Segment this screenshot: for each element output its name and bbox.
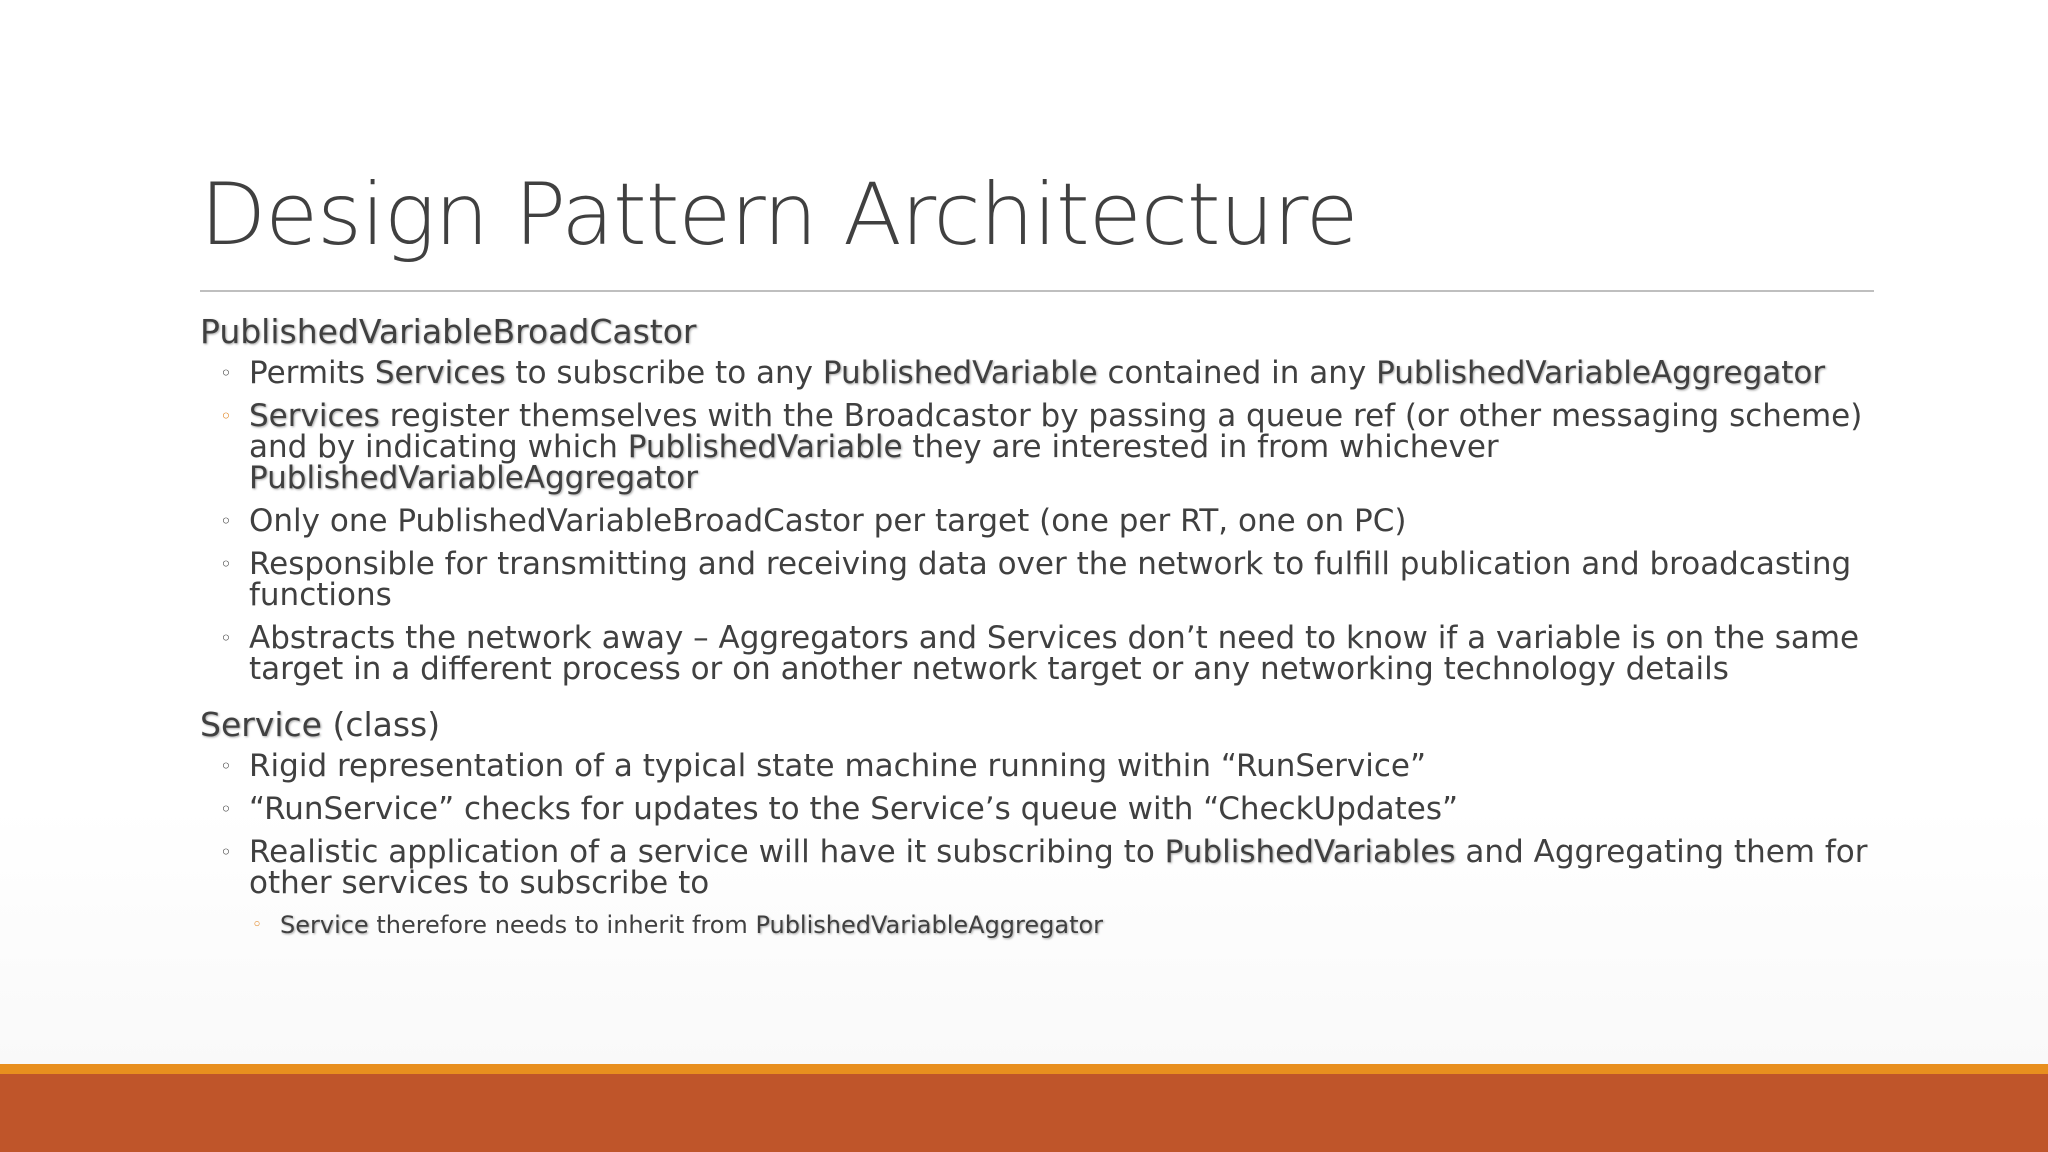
slide-title: Design Pattern Architecture	[200, 165, 1358, 265]
bullet-text: they are interested in from whichever	[902, 429, 1499, 465]
bullet-item	[200, 546, 1880, 613]
bullet-text: Abstracts the network away – Aggregators and Services don’t need to know if a variable is on the same target in a different process or on another network target or any networking technology details	[249, 620, 1860, 687]
section-heading: PublishedVariableBroadCastor	[200, 312, 697, 351]
term-highlight: Services	[374, 355, 506, 391]
bullet-item	[200, 791, 1880, 827]
bullet-marker-icon: ◦	[220, 361, 232, 385]
bullet-item	[200, 503, 1880, 539]
bullet-text: Only one PublishedVariableBroadCastor per target (one per RT, one on PC)	[249, 503, 1407, 539]
bullet-item	[200, 355, 1880, 391]
bullet-marker-icon: ◦	[220, 552, 232, 576]
bullet-marker-icon: ◦	[220, 754, 232, 778]
footer-bar	[0, 1074, 2048, 1152]
bullet-text: register themselves with the Broadcastor by passing a queue ref (or other messaging scheme) and by indicating which	[249, 398, 1863, 465]
term-highlight: Service	[200, 705, 322, 744]
bullet-item	[200, 398, 1880, 496]
sub-bullet-marker-icon: ◦	[252, 915, 263, 935]
term-highlight: PublishedVariableAggregator	[755, 911, 1104, 939]
section-heading	[200, 705, 1880, 745]
term-highlight: PublishedVariable	[627, 429, 903, 465]
bullet-list	[200, 748, 1880, 939]
bullet-item	[200, 620, 1880, 687]
bullet-marker-icon: ◦	[220, 840, 232, 864]
bullet-marker-icon: ◦	[220, 626, 232, 650]
bullet-item	[200, 748, 1880, 784]
term-highlight: Services	[249, 398, 380, 434]
bullet-text: Realistic application of a service will have it subscribing to	[249, 834, 1165, 870]
term-highlight: PublishedVariables	[1164, 834, 1456, 870]
term-highlight: PublishedVariableAggregator	[1376, 355, 1826, 391]
bullet-marker-icon: ◦	[220, 404, 232, 428]
sub-bullet-item	[200, 911, 1880, 939]
heading-suffix: (class)	[321, 705, 441, 744]
bullet-text: therefore needs to inherit from	[368, 911, 756, 939]
footer-accent-stripe	[0, 1064, 2048, 1074]
bullet-text: and Aggregating them for other services to subscribe to	[249, 834, 1868, 901]
bullet-text: contained in any	[1097, 355, 1377, 391]
bullet-item	[200, 834, 1880, 901]
section-broadcastor	[200, 312, 1880, 685]
term-highlight: PublishedVariableAggregator	[249, 460, 699, 496]
bullet-text: to subscribe to any	[505, 355, 823, 391]
bullet-list	[200, 355, 1880, 687]
bullet-text: “RunService” checks for updates to the Service’s queue with “CheckUpdates”	[249, 791, 1459, 827]
bullet-marker-icon: ◦	[220, 509, 232, 533]
term-highlight: Service	[280, 911, 369, 939]
section-service	[200, 705, 1880, 939]
bullet-marker-icon: ◦	[220, 797, 232, 821]
slide-content	[200, 312, 1880, 945]
title-divider	[200, 290, 1874, 292]
bullet-text: Responsible for transmitting and receiving data over the network to fulfill publication and broadcasting functions	[249, 546, 1852, 613]
term-highlight: PublishedVariable	[822, 355, 1098, 391]
bullet-text: Permits	[249, 355, 375, 391]
bullet-text: Rigid representation of a typical state machine running within “RunService”	[249, 748, 1427, 784]
